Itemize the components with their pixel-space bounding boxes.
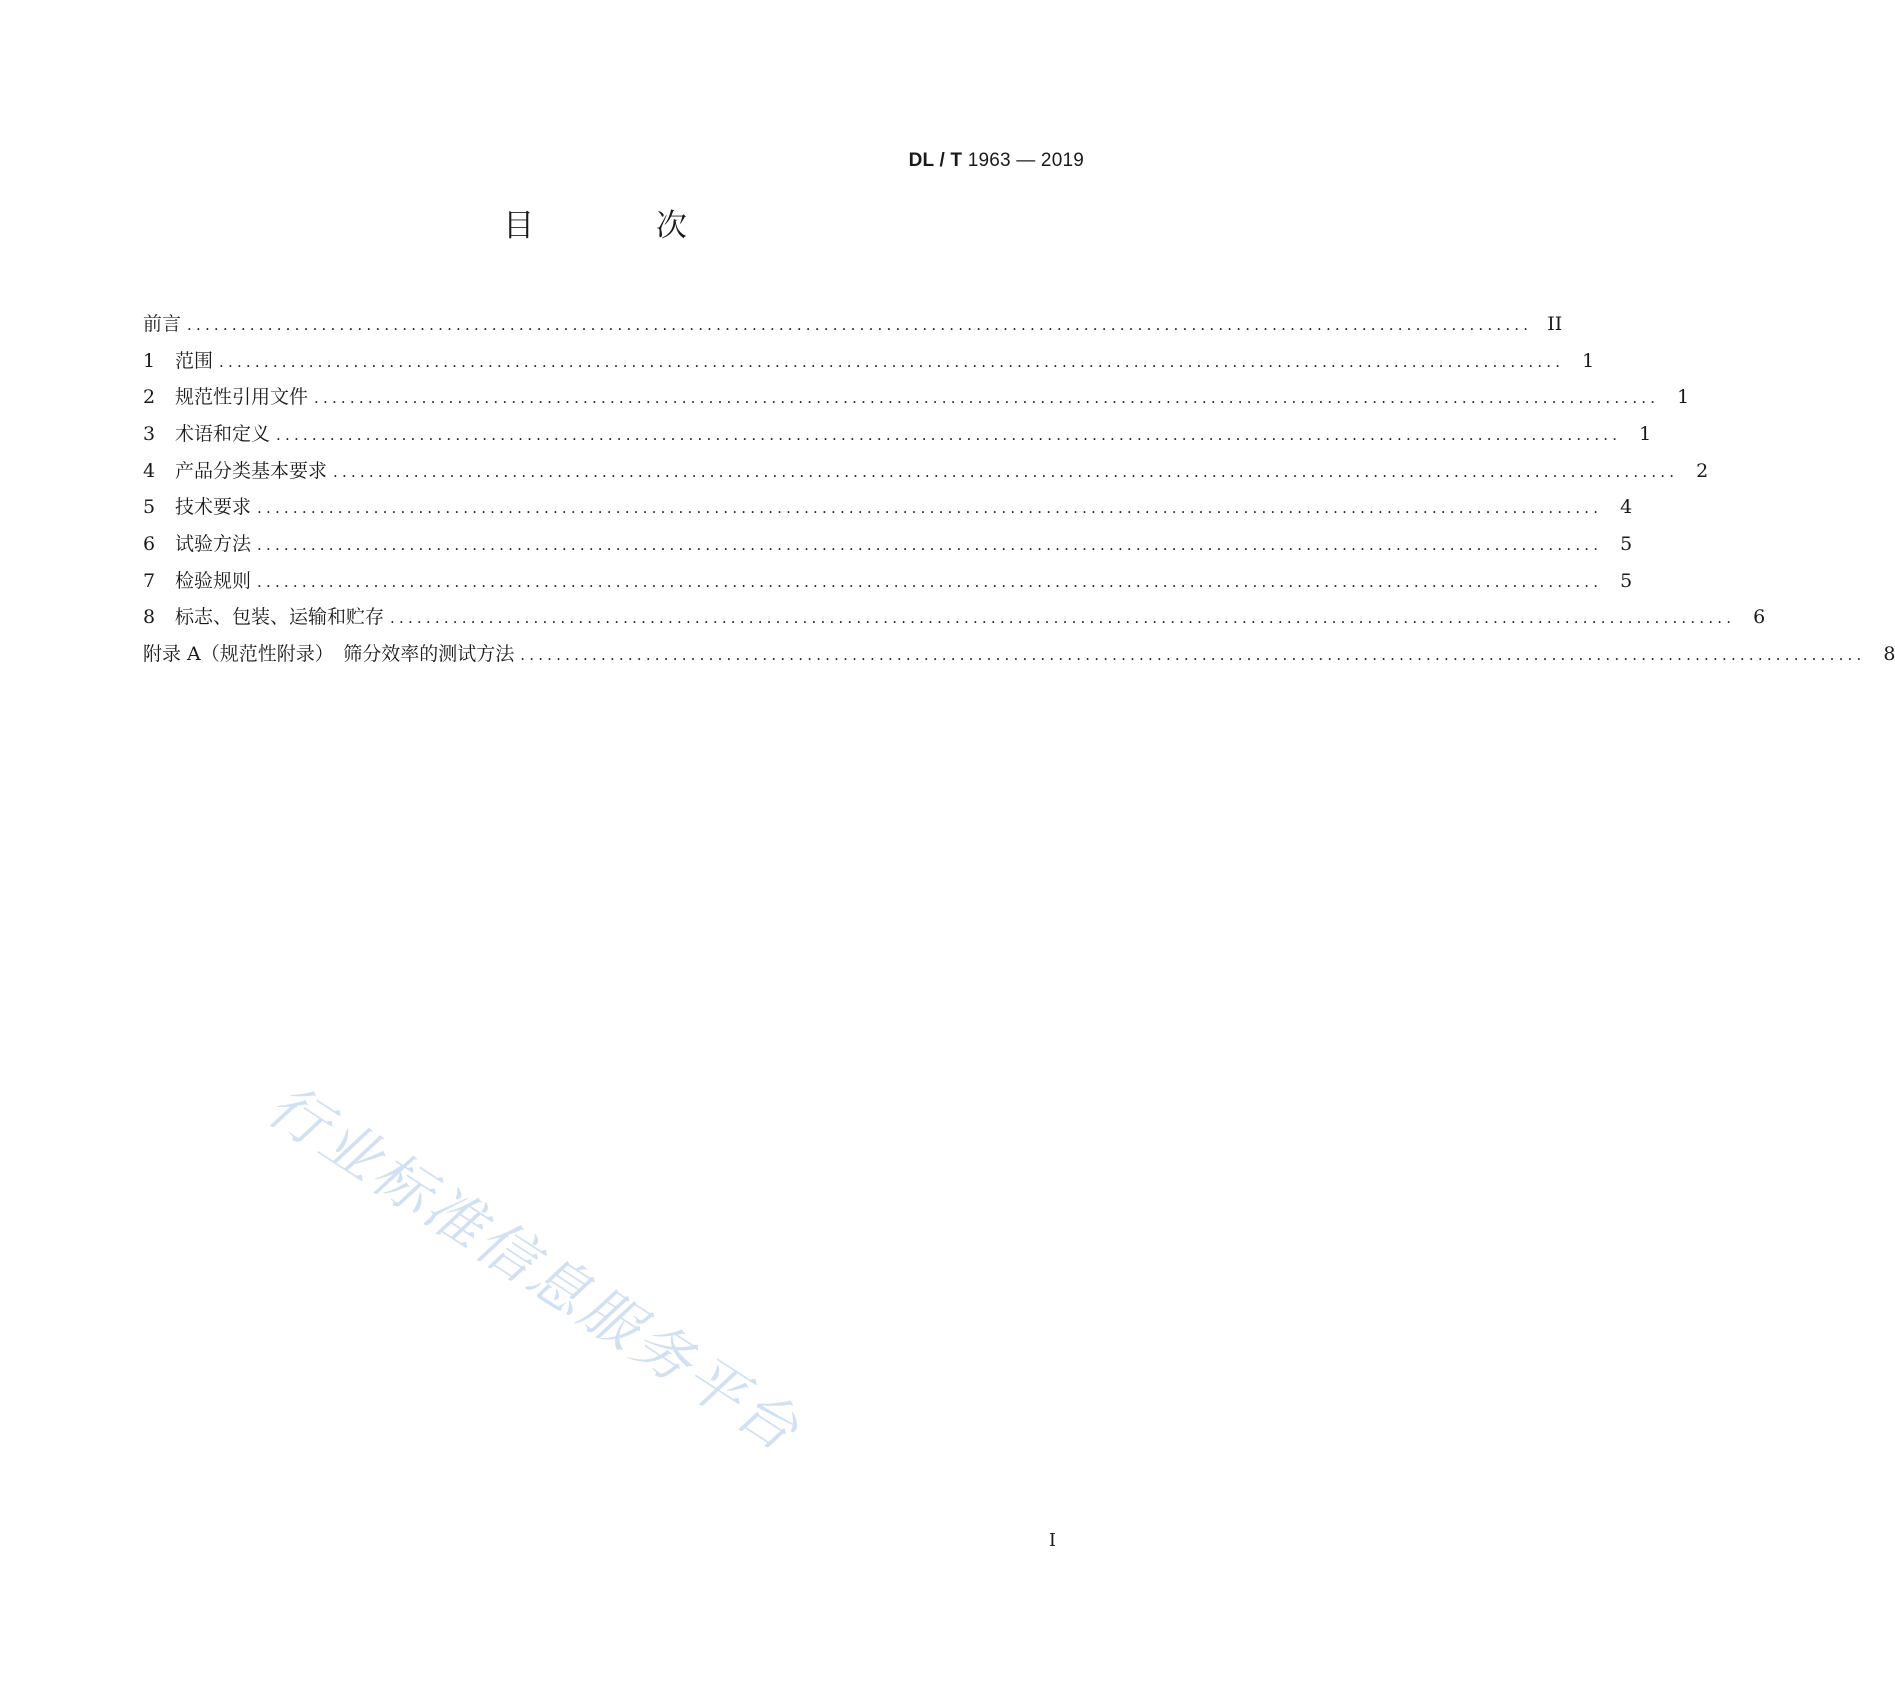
toc-entry-7[interactable] <box>143 567 1633 595</box>
toc-entry-number: 7 <box>143 570 156 592</box>
toc-entry-page: 2 <box>1696 460 1709 482</box>
toc-entry-label: 试验方法 <box>175 533 252 555</box>
toc-entry-appendix-a[interactable] <box>143 640 1895 668</box>
toc-entry-label: 技术要求 <box>175 496 252 518</box>
watermark: 行业标准信息服务平台 <box>255 1070 813 1466</box>
toc-entry-label: 标志、包装、运输和贮存 <box>175 606 385 628</box>
toc-entry-page: 5 <box>1620 570 1633 592</box>
toc-entry-number: 6 <box>143 533 156 555</box>
page-number: I <box>1048 1530 1056 1551</box>
standard-number: 1963 — 2019 <box>967 150 1084 171</box>
toc-leader-dots: ...................................................................................................................................................... <box>276 426 1622 444</box>
toc-leader-dots: ...................................................................................................................................................... <box>257 573 1603 591</box>
toc-entry-label: 规范性引用文件 <box>175 386 309 408</box>
toc-leader-dots: ...................................................................................................................................................... <box>333 463 1679 481</box>
toc-leader-dots: ...................................................................................................................................................... <box>219 353 1565 371</box>
toc-leader-dots: ...................................................................................................................................................... <box>390 609 1736 627</box>
toc-leader-dots: ...................................................................................................................................................... <box>257 499 1603 517</box>
toc-entry-6[interactable] <box>143 530 1633 558</box>
toc-leader-dots: ...................................................................................................................................................... <box>520 646 1866 664</box>
toc-entry-2[interactable] <box>143 383 1690 411</box>
toc-entry-foreword[interactable] <box>143 310 1563 338</box>
toc-entry-number: 8 <box>143 606 156 628</box>
toc-entry-number: 4 <box>143 460 156 482</box>
standard-code <box>909 150 1084 172</box>
toc-entry-1[interactable] <box>143 347 1595 375</box>
toc-leader-dots: ...................................................................................................................................................... <box>257 536 1603 554</box>
toc-entry-page: 1 <box>1677 386 1690 408</box>
toc-entry-number: 3 <box>143 423 156 445</box>
toc-entry-label: 范围 <box>175 350 214 372</box>
toc-entry-3[interactable] <box>143 420 1652 448</box>
toc-entry-label: 术语和定义 <box>175 423 271 445</box>
toc-entry-number: 1 <box>143 350 156 372</box>
toc-entry-label: 产品分类基本要求 <box>175 460 328 482</box>
toc-entry-page: 4 <box>1620 496 1633 518</box>
toc-entry-label: 前言 <box>143 313 182 335</box>
page-title: 目 次 <box>503 208 743 244</box>
toc-entry-label: 附录 A（规范性附录） 筛分效率的测试方法 <box>143 643 515 665</box>
standard-prefix: DL / T <box>908 150 963 171</box>
toc-entry-page: 1 <box>1582 350 1595 372</box>
toc-entry-page: 1 <box>1639 423 1652 445</box>
toc-entry-8[interactable] <box>143 603 1766 631</box>
toc-entry-page: II <box>1547 313 1563 335</box>
toc-entry-number: 5 <box>143 496 156 518</box>
toc-entry-4[interactable] <box>143 457 1709 485</box>
toc-leader-dots: ...................................................................................................................................................... <box>187 316 1533 334</box>
toc-entry-label: 检验规则 <box>175 570 252 592</box>
toc-entry-page: 6 <box>1753 606 1766 628</box>
toc-entry-page: 8 <box>1883 643 1895 665</box>
toc-entry-number: 2 <box>143 386 156 408</box>
toc-leader-dots: ...................................................................................................................................................... <box>314 389 1660 407</box>
toc-entry-5[interactable] <box>143 493 1633 521</box>
toc-entry-page: 5 <box>1620 533 1633 555</box>
